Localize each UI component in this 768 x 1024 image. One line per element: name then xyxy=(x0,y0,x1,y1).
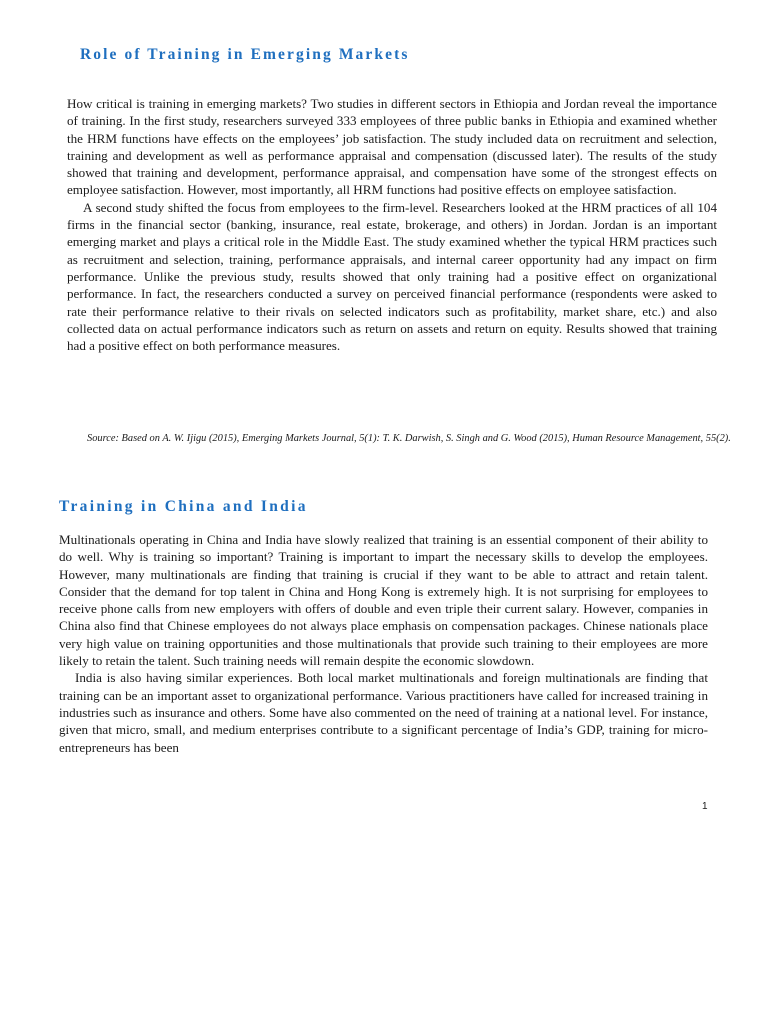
section2-body xyxy=(59,531,708,756)
paragraph: India is also having similar experiences. Both local market multinationals and foreign multinationals are finding that training can be an important asset to organizational performance. Various practitioners have called for increased training in industries such as insurance and others. Some have also commented on the need of training at a national level. For instance, given that micro, small, and medium enterprises contribute to a significant percentage of India’s GDP, training for micro-entrepreneurs has been xyxy=(59,670,708,755)
paragraph: How critical is training in emerging markets? Two studies in different sectors in Ethiopia and Jordan reveal the importance of training. In the first study, researchers surveyed 333 employees of three public banks in Ethiopia and examined whether the HRM functions have effects on the employees’ job satisfaction. The study included data on recruitment and selection, training and development as well as performance appraisal and compensation (discussed later). The results of the study showed that training and development, performance appraisal, and compensation have some of the strongest effects on employee satisfaction. However, most importantly, all HRM functions had positive effects on employee satisfaction. xyxy=(67,96,717,198)
page-number: 1 xyxy=(702,801,708,812)
paragraph: Multinationals operating in China and India have slowly realized that training is an essential component of their ability to do well. Why is training so important? Training is important to impart the necessary skills to develop the employees. However, many multinationals are finding that training is crucial if they want to be able to attract and retain talent. Consider that the demand for top talent in China and Hong Kong is extremely high. It is not surprising for employees to receive phone calls from new employers with offers of double and even triple their current salary. However, companies in China also find that Chinese employees do not always place emphasis on compensation packages. Chinese nationals place very high value on training opportunities and those multinationals that provide such training to their employees are more likely to retain the talent. Such training needs will remain despite the economic slowdown. xyxy=(59,532,708,669)
paragraph: A second study shifted the focus from employees to the firm-level. Researchers looked at the HRM practices of all 104 firms in the financial sector (banking, insurance, real estate, brokerage, and others) in Jordan. Jordan is an important emerging market and plays a critical role in the Middle East. The study examined whether the typical HRM practices such as recruitment and selection, training, performance appraisals, and internal career opportunity had any impact on firm performance. Unlike the previous study, results showed that only training had a positive effect on organizational performance. In fact, the researchers conducted a survey on perceived financial performance (respondents were asked to rate their performance relative to their rivals on selected indicators such as profitability, market share, etc.) and also collected data on actual performance indicators such as return on assets and return on equity. Results showed that training had a positive effect on both performance measures. xyxy=(67,199,717,354)
section-title-china-india: Training in China and India xyxy=(59,498,308,515)
section1-body xyxy=(67,95,717,354)
section-title-role-of-training: Role of Training in Emerging Markets xyxy=(80,46,410,63)
source-citation: Source: Based on A. W. Ijigu (2015), Emerging Markets Journal, 5(1): T. K. Darwish, S. Singh and G. Wood (2015), Human Resource Management, 55(2). xyxy=(87,433,731,444)
